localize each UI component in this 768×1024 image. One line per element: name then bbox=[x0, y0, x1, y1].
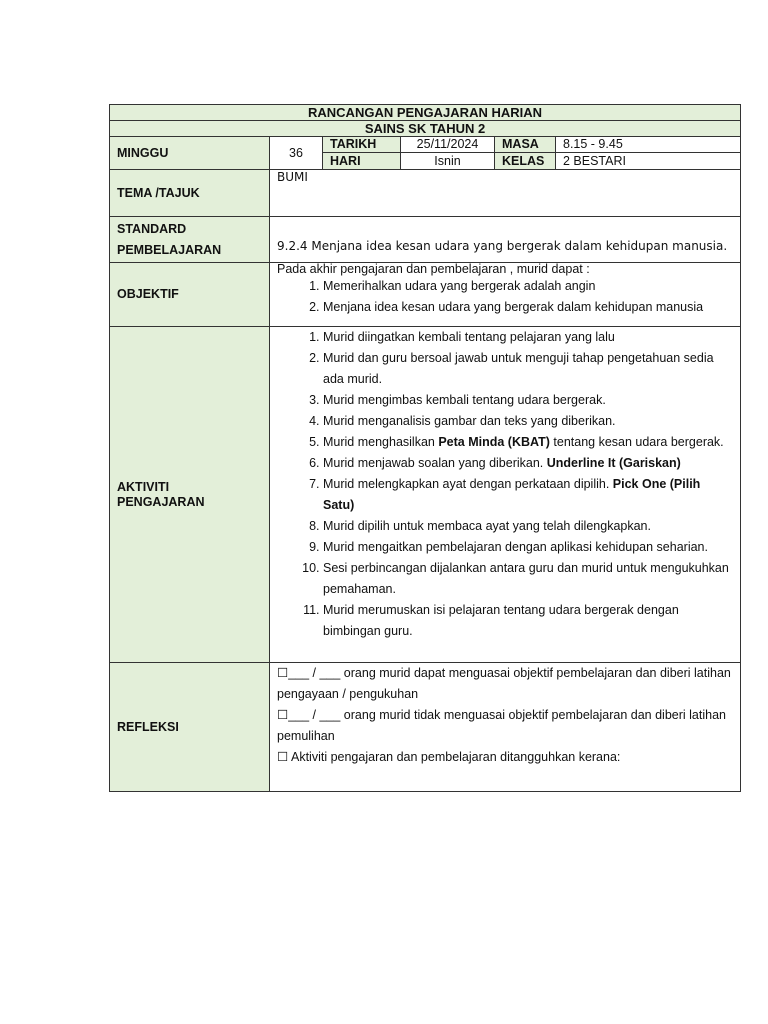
tarikh-label: TARIKH bbox=[323, 137, 401, 153]
aktiviti-label-line2: PENGAJARAN bbox=[117, 494, 205, 509]
tema-value: BUMI bbox=[270, 170, 741, 217]
aktiviti-item: 8. Murid dipilih untuk membaca ayat yang telah dilengkapkan. bbox=[323, 516, 733, 537]
document-subtitle: SAINS SK TAHUN 2 bbox=[110, 121, 741, 137]
aktiviti-item: 9. Murid mengaitkan pembelajaran dengan aplikasi kehidupan seharian. bbox=[323, 537, 733, 558]
aktiviti-item bbox=[323, 432, 733, 453]
document-title: RANCANGAN PENGAJARAN HARIAN bbox=[110, 105, 741, 121]
hari-label: HARI bbox=[323, 153, 401, 170]
aktiviti-item-text: Murid melengkapkan ayat dengan perkataan dipilih. bbox=[323, 477, 613, 491]
kelas-value: 2 BESTARI bbox=[556, 153, 741, 170]
aktiviti-item: 11. Murid merumuskan isi pelajaran tentang udara bergerak dengan bimbingan guru. bbox=[323, 600, 733, 642]
refleksi-label: REFLEKSI bbox=[110, 663, 270, 792]
aktiviti-label bbox=[110, 327, 270, 663]
hari-value: Isnin bbox=[401, 153, 495, 170]
masa-value: 8.15 - 9.45 bbox=[556, 137, 741, 153]
standard-label bbox=[110, 217, 270, 263]
objektif-intro: Pada akhir pengajaran dan pembelajaran , murid dapat : bbox=[277, 262, 590, 276]
standard-label-line2: PEMBELAJARAN bbox=[117, 242, 222, 257]
kelas-label: KELAS bbox=[495, 153, 556, 170]
objektif-content bbox=[270, 263, 741, 327]
aktiviti-item-text: tentang kesan udara bergerak. bbox=[549, 435, 724, 449]
objektif-item: 1. Memerihalkan udara yang bergerak adalah angin bbox=[323, 276, 733, 297]
objektif-label: OBJEKTIF bbox=[110, 263, 270, 327]
aktiviti-item bbox=[323, 474, 733, 516]
aktiviti-item bbox=[323, 453, 733, 474]
minggu-value: 36 bbox=[270, 137, 323, 170]
lesson-plan-table bbox=[109, 104, 741, 792]
aktiviti-item: 3. Murid mengimbas kembali tentang udara bergerak. bbox=[323, 390, 733, 411]
refleksi-line: ☐___ / ___ orang murid dapat menguasai objektif pembelajaran dan diberi latihan pengayaan / pengukuhan bbox=[277, 666, 731, 701]
aktiviti-item-text: Murid menghasilkan bbox=[323, 435, 439, 449]
tema-label: TEMA /TAJUK bbox=[110, 170, 270, 217]
aktiviti-item: 10. Sesi perbincangan dijalankan antara guru dan murid untuk mengukuhkan pemahaman. bbox=[323, 558, 733, 600]
tarikh-value: 25/11/2024 bbox=[401, 137, 495, 153]
masa-label: MASA bbox=[495, 137, 556, 153]
aktiviti-item-emphasis: Pick One (Pilih Satu) bbox=[323, 477, 701, 512]
aktiviti-item: 4. Murid menganalisis gambar dan teks yang diberikan. bbox=[323, 411, 733, 432]
standard-value: 9.2.4 Menjana idea kesan udara yang bergerak dalam kehidupan manusia. bbox=[270, 217, 741, 263]
standard-label-line1: STANDARD bbox=[117, 221, 187, 236]
objektif-item: 2. Menjana idea kesan udara yang bergerak dalam kehidupan manusia bbox=[323, 297, 733, 318]
minggu-label: MINGGU bbox=[110, 137, 270, 170]
aktiviti-content bbox=[270, 327, 741, 663]
aktiviti-item-emphasis: Peta Minda (KBAT) bbox=[438, 435, 550, 449]
aktiviti-item-emphasis: Underline It (Gariskan) bbox=[546, 456, 681, 470]
refleksi-line: ☐ Aktiviti pengajaran dan pembelajaran ditangguhkan kerana: bbox=[277, 750, 621, 764]
aktiviti-label-line1: AKTIVITI bbox=[117, 479, 170, 494]
refleksi-line: ☐___ / ___ orang murid tidak menguasai objektif pembelajaran dan diberi latihan pemulihan bbox=[277, 708, 726, 743]
aktiviti-item: 1. Murid diingatkan kembali tentang pelajaran yang lalu bbox=[323, 327, 733, 348]
aktiviti-item: 2. Murid dan guru bersoal jawab untuk menguji tahap pengetahuan sedia ada murid. bbox=[323, 348, 733, 390]
aktiviti-list bbox=[277, 327, 733, 642]
aktiviti-item-text: Murid menjawab soalan yang diberikan. bbox=[323, 456, 547, 470]
objektif-list bbox=[277, 276, 733, 318]
refleksi-content bbox=[270, 663, 741, 792]
